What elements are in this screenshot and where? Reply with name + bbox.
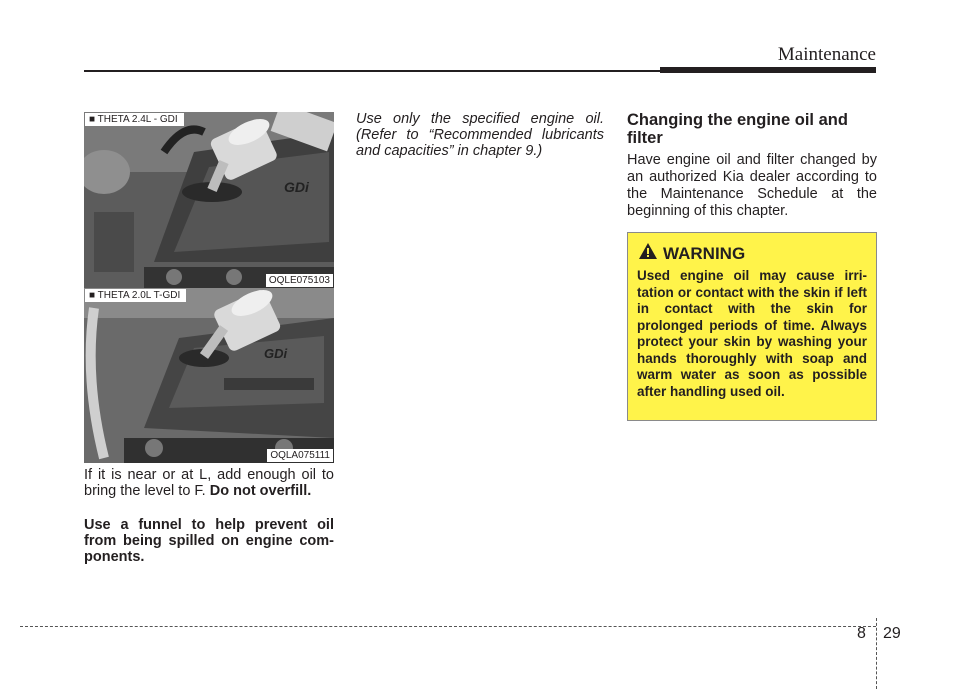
column-1-text [84,467,334,583]
warning-title-row [639,243,745,264]
figure-caption: ■ THETA 2.0L T-GDI [85,289,186,302]
section-body: Have engine oil and filter changed by an authorized Kia dealer according to the Maintenance Schedule at the beginning of this chapter. [627,152,877,219]
svg-text:GDi: GDi [284,179,309,195]
engine-photo-theta-20 [84,288,334,463]
funnel-paragraph: Use a funnel to help prevent oil from being spilled on engine com-ponents. [84,517,334,565]
warning-box [627,232,877,421]
warning-body: Used engine oil may cause irri-tation or contact with the skin if left in contact with the skin for prolonged periods of time. Always protect your skin by washing your hands thoroughly with soap and warm water as soon as possible after handling used oil. [637,268,867,399]
footer-vertical-divider [876,618,877,689]
engine-photo-theta-24 [84,112,334,288]
section-title: Maintenance [777,44,876,65]
chapter-number: 8 [857,625,866,642]
section-heading: Changing the engine oil and filter [627,111,848,147]
header-rule-thin [84,70,660,72]
oil-level-text: If it is near or at L, add enough oil to bring the level to F. [84,467,334,499]
header-rule-thick [660,67,876,73]
engine-illustration-1 [84,112,334,288]
page-number: 29 [883,625,901,642]
oil-level-paragraph [84,467,334,499]
specified-oil-note: Use only the specified engine oil. (Refer to “Recommended lubricants and capacities” in chapter 9.) [356,111,604,159]
warning-title: WARNING [663,243,746,263]
footer-divider [20,626,876,627]
do-not-overfill-text: Do not overfill. [209,483,312,499]
figure-code: OQLA075111 [267,449,333,462]
svg-text:GDi: GDi [264,346,288,361]
figure-caption: ■ THETA 2.4L - GDI [85,113,184,126]
figure-code: OQLE075103 [266,274,333,287]
engine-illustration-2 [84,288,334,463]
warning-triangle-icon [639,243,657,264]
